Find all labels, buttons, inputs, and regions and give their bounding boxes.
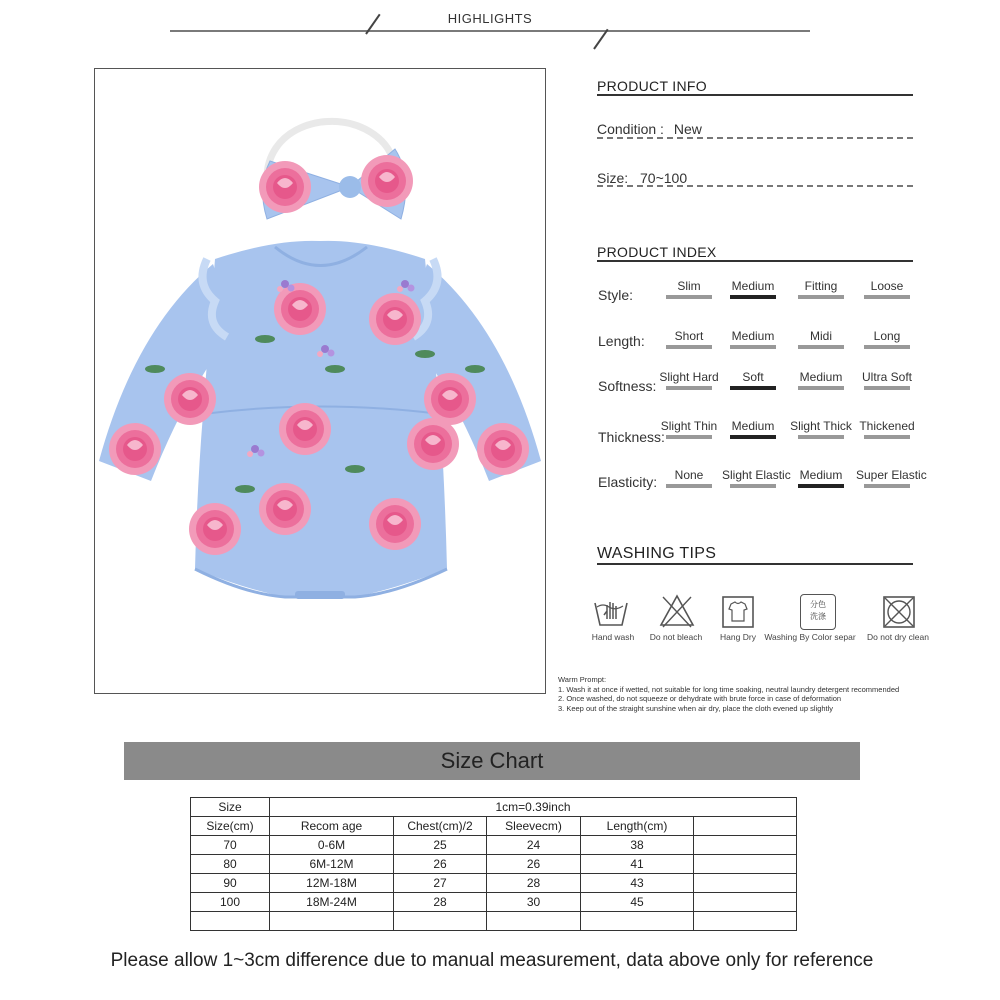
hand-wash-icon	[593, 593, 629, 629]
index-option-3-1: Medium	[731, 419, 775, 433]
index-option-2-0: Slight Hard	[659, 370, 719, 384]
no-dry-clean-label: Do not dry clean	[867, 632, 929, 642]
no-bleach-label: Do not bleach	[649, 632, 703, 642]
index-bar-4-0	[666, 484, 712, 488]
size-cell-4: 38	[581, 836, 694, 855]
index-bar-1-1	[730, 345, 776, 349]
color-separate-icon	[800, 594, 836, 630]
size-cell-4: 41	[581, 855, 694, 874]
size-cell-1: 12M-18M	[270, 874, 394, 893]
index-bar-4-1	[730, 484, 776, 488]
index-bar-0-3	[864, 295, 910, 299]
index-bar-3-1	[730, 435, 776, 439]
product-index-rule	[597, 260, 913, 262]
index-option-0-2: Fitting	[804, 279, 838, 293]
size-cell-0: 80	[191, 855, 270, 874]
table-row	[191, 874, 797, 893]
condition-row	[597, 121, 702, 137]
size-cell-3: 26	[487, 855, 581, 874]
index-option-3-0: Slight Thin	[660, 419, 718, 433]
hand-wash-label: Hand wash	[591, 632, 635, 642]
size-chart-table	[190, 797, 797, 931]
warm-prompt-title: Warm Prompt:	[558, 675, 607, 684]
size-cell-0: 90	[191, 874, 270, 893]
warm-prompt-line-1: 1. Wash it at once if wetted, not suitable for long time soaking, neutral laundry detergent recommended	[558, 684, 900, 694]
size-header-cell-2: Chest(cm)/2	[394, 817, 487, 836]
size-cell-5	[694, 874, 797, 893]
product-info-title: PRODUCT INFO	[597, 78, 707, 94]
warm-prompt	[558, 675, 998, 713]
size-cell-4: 43	[581, 874, 694, 893]
size-label: Size:	[597, 170, 629, 186]
table-row	[191, 893, 797, 912]
index-option-4-1: Slight Elastic	[722, 468, 791, 482]
color-separate-glyph-top: 分色	[810, 600, 826, 609]
index-bar-2-3	[864, 386, 910, 390]
size-cell-5	[694, 912, 797, 931]
size-cell-5	[694, 893, 797, 912]
index-option-1-1: Medium	[731, 329, 775, 343]
index-bar-1-0	[666, 345, 712, 349]
index-option-2-2: Medium	[799, 370, 843, 384]
size-cell-1	[270, 912, 394, 931]
index-bar-2-0	[666, 386, 712, 390]
size-cell-2: 28	[394, 893, 487, 912]
size-header-cell-0: Size(cm)	[191, 817, 270, 836]
index-option-0-1: Medium	[731, 279, 775, 293]
size-cell-2: 25	[394, 836, 487, 855]
index-label-1: Length:	[598, 333, 645, 349]
warm-prompt-line-3: 3. Keep out of the straight sunshine when air dry, place the cloth evened up slightly	[558, 703, 834, 713]
size-cell-2	[394, 912, 487, 931]
color-separate-glyph-bottom: 洗涤	[810, 612, 826, 621]
condition-label: Condition :	[597, 121, 664, 137]
index-option-0-3: Loose	[870, 279, 904, 293]
size-cell-3: 28	[487, 874, 581, 893]
index-label-0: Style:	[598, 287, 634, 303]
index-bar-0-0	[666, 295, 712, 299]
warm-prompt-line-2: 2. Once washed, do not squeeze or dehydrate with brute force in case of deformation	[558, 694, 842, 703]
size-unit-note: 1cm=0.39inch	[270, 798, 797, 817]
index-label-2: Softness:	[598, 378, 657, 394]
size-cell-3: 30	[487, 893, 581, 912]
size-cell-4	[581, 912, 694, 931]
index-option-2-1: Soft	[742, 370, 764, 384]
hang-dry-label: Hang Dry	[720, 632, 756, 642]
size-chart-body	[191, 817, 797, 931]
index-option-1-2: Midi	[809, 329, 832, 343]
size-cell-3: 24	[487, 836, 581, 855]
table-row	[191, 836, 797, 855]
size-chart-header-row	[191, 817, 797, 836]
index-option-4-2: Medium	[799, 468, 843, 482]
hang-dry-icon	[720, 594, 756, 630]
size-unit-label: Size	[191, 798, 270, 817]
highlights-rule	[170, 30, 810, 32]
index-option-3-2: Slight Thick	[790, 419, 852, 433]
size-header-cell-3: Sleevecm)	[487, 817, 581, 836]
size-value: 70~100	[640, 170, 688, 186]
product-info-rule	[597, 94, 913, 96]
size-header-cell-1: Recom age	[270, 817, 394, 836]
measurement-note: Please allow 1~3cm difference due to manual measurement, data above only for reference	[110, 950, 874, 971]
index-bar-4-2	[798, 484, 844, 488]
size-dash	[597, 185, 913, 187]
index-label-4: Elasticity:	[598, 474, 658, 490]
index-bar-1-2	[798, 345, 844, 349]
size-cell-1: 0-6M	[270, 836, 394, 855]
table-row	[191, 912, 797, 931]
size-cell-2: 27	[394, 874, 487, 893]
washing-tips-rule	[597, 563, 913, 565]
size-cell-5	[694, 836, 797, 855]
product-index-title: PRODUCT INDEX	[597, 244, 717, 260]
size-cell-0	[191, 912, 270, 931]
size-cell-2: 26	[394, 855, 487, 874]
size-cell-0: 100	[191, 893, 270, 912]
no-dry-clean-icon	[881, 594, 917, 630]
size-header-cell-5	[694, 817, 797, 836]
washing-tips-title: WASHING TIPS	[597, 545, 717, 562]
size-cell-0: 70	[191, 836, 270, 855]
product-photo	[94, 68, 546, 694]
index-bar-2-2	[798, 386, 844, 390]
size-cell-5	[694, 855, 797, 874]
size-cell-3	[487, 912, 581, 931]
index-option-0-0: Slim	[677, 279, 701, 293]
index-option-4-3: Super Elastic	[856, 468, 927, 482]
condition-dash	[597, 137, 913, 139]
size-chart-unit-row	[191, 798, 797, 817]
romper-illustration	[95, 69, 546, 694]
index-option-1-0: Short	[674, 329, 704, 343]
index-bar-3-3	[864, 435, 910, 439]
size-cell-1: 6M-12M	[270, 855, 394, 874]
index-bar-4-3	[864, 484, 910, 488]
no-bleach-icon	[659, 593, 695, 629]
index-bar-3-0	[666, 435, 712, 439]
color-separate-label: Washing By Color separ	[764, 632, 856, 642]
index-bar-1-3	[864, 345, 910, 349]
index-option-2-3: Ultra Soft	[861, 370, 912, 384]
index-bar-2-1	[730, 386, 776, 390]
condition-value: New	[673, 121, 702, 137]
size-header-cell-4: Length(cm)	[581, 817, 694, 836]
size-cell-1: 18M-24M	[270, 893, 394, 912]
index-option-3-3: Thickened	[859, 419, 915, 433]
index-bar-0-1	[730, 295, 776, 299]
index-option-4-0: None	[674, 468, 704, 482]
index-option-1-3: Long	[873, 329, 901, 343]
size-row	[597, 170, 687, 186]
size-chart-title: Size Chart	[124, 742, 860, 780]
highlights-title: HIGHLIGHTS	[447, 11, 533, 26]
index-bar-0-2	[798, 295, 844, 299]
index-label-3: Thickness:	[598, 429, 665, 445]
size-cell-4: 45	[581, 893, 694, 912]
index-bar-3-2	[798, 435, 844, 439]
table-row	[191, 855, 797, 874]
